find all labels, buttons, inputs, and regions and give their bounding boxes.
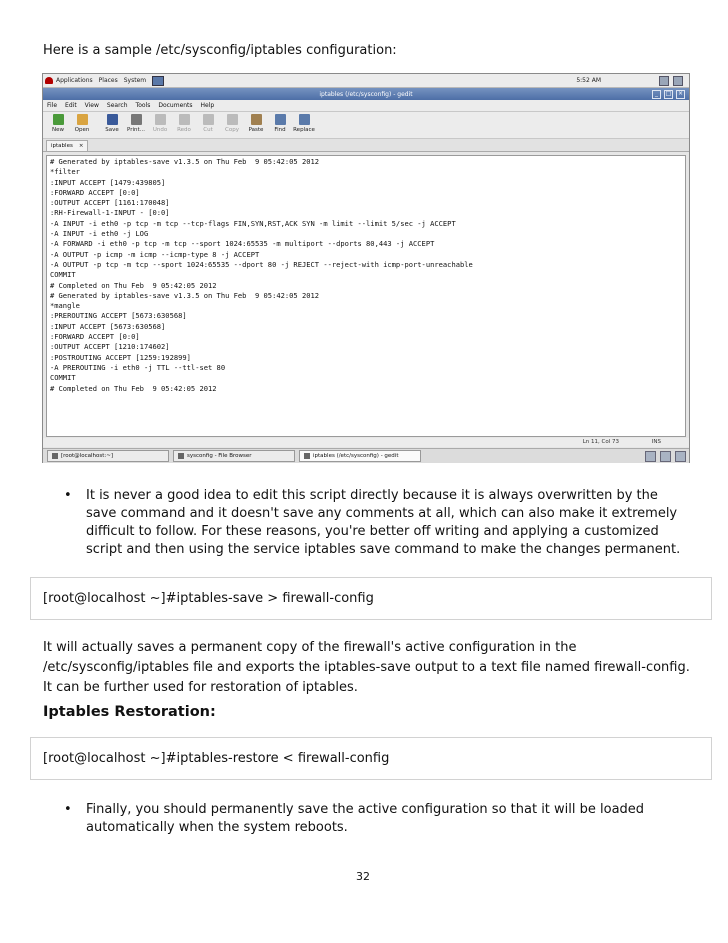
open-button[interactable]: Open [71,112,93,133]
task-terminal[interactable]: [root@localhost:~] [47,450,169,462]
window-titlebar [43,88,689,100]
gedit-screenshot [42,73,690,463]
menu-search[interactable]: Search [106,102,128,109]
bullet-list-2 [0,801,691,837]
open-icon [77,114,88,125]
redhat-icon [45,77,53,84]
print-icon [131,114,142,125]
maximize-button[interactable]: □ [665,90,672,97]
text-editor[interactable] [46,155,686,437]
menu-edit[interactable]: Edit [65,102,77,109]
redo-button[interactable]: Redo [173,112,195,133]
tab-close-icon[interactable]: × [78,143,84,149]
copy-icon [227,114,238,125]
bullet-list-1 [0,487,691,559]
workspace-icon[interactable] [645,451,656,462]
intro-text: Here is a sample /etc/sysconfig/iptables configuration: [43,43,397,58]
window-title: iptables (/etc/sysconfig) - gedit [319,90,413,98]
trash-icon[interactable] [675,451,686,462]
terminal-icon [52,453,58,459]
menubar [43,100,689,112]
command-text: [root@localhost ~]#iptables-restore < firewall-config [43,751,390,766]
tab-row [43,139,689,152]
system-menu[interactable]: System [123,77,147,84]
tab-iptables[interactable] [46,140,88,151]
page-number: 32 [356,870,370,883]
minimize-button[interactable]: _ [652,90,661,99]
taskbar [43,448,689,463]
save-button[interactable]: Save [101,112,123,133]
paste-button[interactable]: Paste [245,112,267,133]
volume-icon[interactable] [673,76,683,86]
clock: 5:52 AM [576,77,601,84]
new-icon [53,114,64,125]
close-button[interactable]: × [677,90,684,97]
new-button[interactable]: New [47,112,69,133]
launcher-icon[interactable] [152,76,164,86]
cut-button[interactable]: Cut [197,112,219,133]
menu-help[interactable]: Help [200,102,215,109]
menu-file[interactable]: File [47,102,58,109]
menu-view[interactable]: View [84,102,99,109]
insert-mode: INS [651,439,661,445]
save-icon [107,114,118,125]
section-heading: Iptables Restoration: [43,704,216,720]
replace-icon [299,114,310,125]
redo-icon [179,114,190,125]
bullet-item: • Finally, you should permanently save the active configuration so that it will be loaded automatically when the system reboots. [0,801,691,837]
find-icon [275,114,286,125]
applications-menu[interactable]: Applications [45,77,93,84]
replace-button[interactable]: Replace [293,112,315,133]
places-menu[interactable]: Places [98,77,118,84]
folder-icon [178,453,184,459]
find-button[interactable]: Find [269,112,291,133]
status-bar [43,438,689,447]
network-icon[interactable] [659,76,669,86]
undo-button[interactable]: Undo [149,112,171,133]
gnome-top-panel [43,74,689,88]
menu-tools[interactable]: Tools [135,102,151,109]
paragraph: It will actually saves a permanent copy of the firewall's active configuration in the /etc/sysconfig/iptables file and exports the iptables-save output to a text file named firewall-config. It can be further used for restoration of iptables. [43,640,690,695]
command-text: [root@localhost ~]#iptables-save > firewall-config [43,591,374,606]
task-gedit[interactable]: iptables (/etc/sysconfig) - gedit [299,450,421,462]
gedit-icon [304,453,310,459]
command-box-restore [30,737,712,780]
task-file-browser[interactable]: sysconfig - File Browser [173,450,295,462]
menu-documents[interactable]: Documents [158,102,193,109]
bullet-item: • It is never a good idea to edit this script directly because it is always overwritten by the save command and it doesn't save any comments at all, which can also make it extremely difficult to follow. For these reasons, you're better off writing and applying a customized script and then using the service iptables save command to make the changes permanent. [0,487,691,559]
undo-icon [155,114,166,125]
copy-button[interactable]: Copy [221,112,243,133]
paste-icon [251,114,262,125]
cursor-position: Ln 11, Col 73 [582,439,619,445]
editor-content[interactable]: # Generated by iptables-save v1.3.5 on Thu Feb 9 05:42:05 2012 *filter :INPUT ACCEPT [1479:439805] :FORWARD ACCEPT [0:0] :OUTPUT ACCEPT [1161:170048] :RH-Firewall-1-INPUT - [0:0] -A INPUT -i eth0 -p tcp -m tcp --tcp-flags FIN,SYN,RST,ACK SYN -m limit --limit 5/sec -j ACCEPT -A INPUT -i eth0 -j LOG -A FORWARD -i eth0 -p tcp -m tcp --sport 1024:65535 -m multiport --dports 80,443 -j ACCEPT -A OUTPUT -p icmp -m icmp --icmp-type 8 -j ACCEPT -A OUTPUT -p tcp -m tcp --sport 1024:65535 --dport 80 -j REJECT --reject-with icmp-port-unreachable COMMIT # Completed on Thu Feb 9 05:42:05 2012 # Generated by iptables-save v1.3.5 on Thu Feb 9 05:42:05 2012 *mangle :PREROUTING ACCEPT [5673:630568] :INPUT ACCEPT [5673:630568] :FORWARD ACCEPT [0:0] :OUTPUT ACCEPT [1210:174602] :POSTROUTING ACCEPT [1259:192899] -A PREROUTING -i eth0 -j TTL --ttl-set 80 COMMIT # Completed on Thu Feb 9 05:42:05 2012 [50,157,473,393]
command-box-save [30,577,712,620]
cut-icon [203,114,214,125]
print-button[interactable]: Print... [125,112,147,133]
tab-label: iptables [51,143,73,149]
toolbar [43,112,689,139]
workspace-2-icon[interactable] [660,451,671,462]
